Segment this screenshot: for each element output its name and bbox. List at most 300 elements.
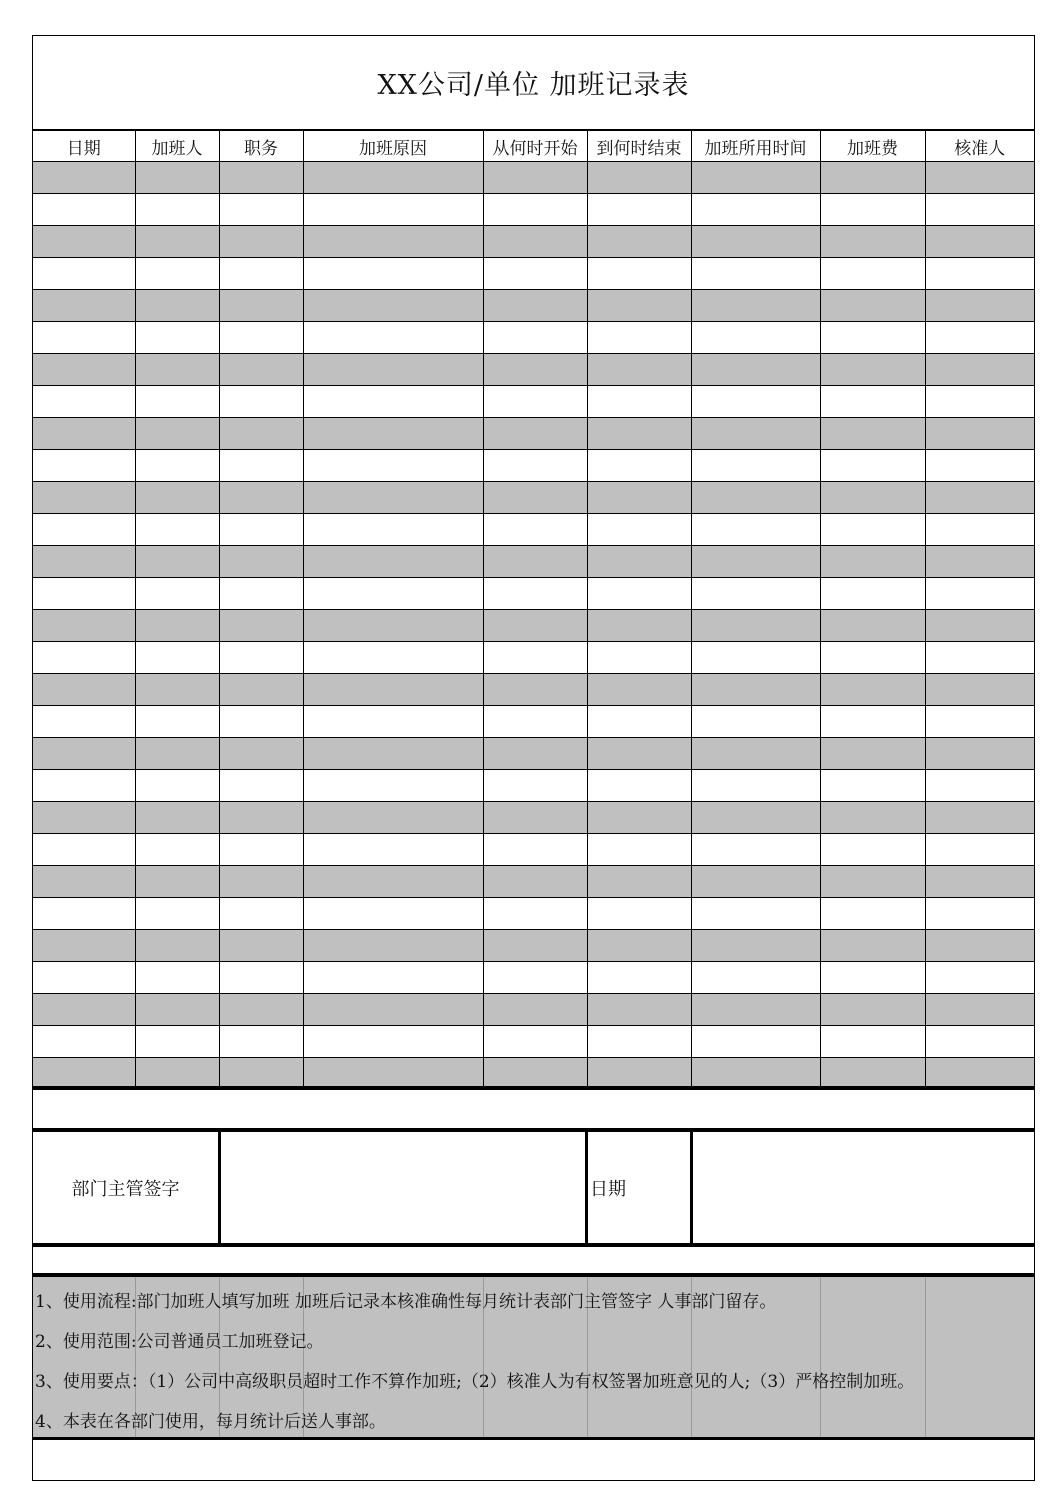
cell-position[interactable] (219, 706, 303, 738)
cell-approver[interactable] (925, 354, 1034, 386)
cell-reason[interactable] (303, 962, 483, 994)
cell-end-time[interactable] (587, 610, 691, 642)
cell-end-time[interactable] (587, 514, 691, 546)
cell-duration[interactable] (691, 354, 820, 386)
table-row (33, 930, 1034, 962)
cell-worker[interactable] (135, 354, 219, 386)
cell-start-time[interactable] (483, 610, 587, 642)
cell-date[interactable] (33, 610, 135, 642)
cell-start-time[interactable] (483, 258, 587, 290)
cell-date[interactable] (33, 226, 135, 258)
overtime-form (32, 35, 1035, 1481)
cell-start-time[interactable] (483, 386, 587, 418)
cell-pay[interactable] (820, 322, 925, 354)
cell-start-time[interactable] (483, 354, 587, 386)
table-row (33, 898, 1034, 930)
cell-start-time[interactable] (483, 994, 587, 1026)
cell-worker[interactable] (135, 1026, 219, 1058)
cell-pay[interactable] (820, 834, 925, 866)
cell-pay[interactable] (820, 418, 925, 450)
cell-approver[interactable] (925, 674, 1034, 706)
cell-pay[interactable] (820, 578, 925, 610)
cell-position[interactable] (219, 930, 303, 962)
cell-start-time[interactable] (483, 546, 587, 578)
cell-approver[interactable] (925, 642, 1034, 674)
cell-worker[interactable] (135, 546, 219, 578)
cell-date[interactable] (33, 674, 135, 706)
cell-date[interactable] (33, 770, 135, 802)
cell-start-time[interactable] (483, 194, 587, 226)
cell-date[interactable] (33, 290, 135, 322)
cell-start-time[interactable] (483, 162, 587, 194)
cell-position[interactable] (219, 514, 303, 546)
cell-reason[interactable] (303, 578, 483, 610)
cell-position[interactable] (219, 1026, 303, 1058)
cell-reason[interactable] (303, 866, 483, 898)
cell-pay[interactable] (820, 450, 925, 482)
cell-pay[interactable] (820, 930, 925, 962)
table-row (33, 706, 1034, 738)
cell-reason[interactable] (303, 642, 483, 674)
cell-end-time[interactable] (587, 1058, 691, 1090)
cell-end-time[interactable] (587, 834, 691, 866)
cell-position[interactable] (219, 1058, 303, 1090)
cell-position[interactable] (219, 994, 303, 1026)
cell-approver[interactable] (925, 482, 1034, 514)
cell-worker[interactable] (135, 994, 219, 1026)
header-end-time: 到何时结束 (587, 131, 691, 162)
signature-row (33, 1132, 1034, 1243)
table-row (33, 546, 1034, 578)
cell-date[interactable] (33, 898, 135, 930)
cell-end-time[interactable] (587, 578, 691, 610)
cell-duration[interactable] (691, 482, 820, 514)
cell-position[interactable] (219, 578, 303, 610)
usage-notes (33, 1277, 1034, 1437)
cell-end-time[interactable] (587, 162, 691, 194)
cell-date[interactable] (33, 354, 135, 386)
cell-pay[interactable] (820, 1026, 925, 1058)
cell-reason[interactable] (303, 770, 483, 802)
cell-reason[interactable] (303, 226, 483, 258)
cell-date[interactable] (33, 642, 135, 674)
cell-position[interactable] (219, 802, 303, 834)
note-item: 1、使用流程:部门加班人填写加班 加班后记录本核准确性每月统计表部门主管签字 人事部门留存。 (35, 1292, 777, 1312)
cell-duration[interactable] (691, 930, 820, 962)
cell-duration[interactable] (691, 962, 820, 994)
cell-date[interactable] (33, 258, 135, 290)
cell-approver[interactable] (925, 802, 1034, 834)
header-start-time: 从何时开始 (483, 131, 587, 162)
cell-pay[interactable] (820, 642, 925, 674)
cell-date[interactable] (33, 578, 135, 610)
cell-duration[interactable] (691, 162, 820, 194)
cell-start-time[interactable] (483, 962, 587, 994)
cell-date[interactable] (33, 482, 135, 514)
cell-approver[interactable] (925, 386, 1034, 418)
cell-position[interactable] (219, 418, 303, 450)
cell-approver[interactable] (925, 962, 1034, 994)
cell-worker[interactable] (135, 610, 219, 642)
table-row (33, 514, 1034, 546)
cell-pay[interactable] (820, 866, 925, 898)
table-row (33, 866, 1034, 898)
sign-date-field[interactable] (693, 1132, 1033, 1243)
cell-end-time[interactable] (587, 450, 691, 482)
cell-start-time[interactable] (483, 578, 587, 610)
cell-worker[interactable] (135, 1058, 219, 1090)
cell-worker[interactable] (135, 898, 219, 930)
cell-reason[interactable] (303, 354, 483, 386)
cell-date[interactable] (33, 834, 135, 866)
table-row (33, 834, 1034, 866)
cell-duration[interactable] (691, 546, 820, 578)
cell-end-time[interactable] (587, 994, 691, 1026)
note-item: 3、使用要点：（1）公司中高级职员超时工作不算作加班;（2）核准人为有权签署加班意见的人;（3）严格控制加班。 (35, 1372, 915, 1392)
cell-date[interactable] (33, 1058, 135, 1090)
cell-pay[interactable] (820, 674, 925, 706)
cell-position[interactable] (219, 866, 303, 898)
cell-worker[interactable] (135, 930, 219, 962)
cell-position[interactable] (219, 610, 303, 642)
cell-pay[interactable] (820, 1058, 925, 1090)
cell-reason[interactable] (303, 514, 483, 546)
cell-approver[interactable] (925, 1058, 1034, 1090)
cell-pay[interactable] (820, 770, 925, 802)
cell-pay[interactable] (820, 706, 925, 738)
cell-pay[interactable] (820, 290, 925, 322)
cell-end-time[interactable] (587, 866, 691, 898)
overtime-table (33, 130, 1034, 1090)
cell-worker[interactable] (135, 866, 219, 898)
cell-position[interactable] (219, 770, 303, 802)
header-approver: 核准人 (925, 131, 1034, 162)
cell-end-time[interactable] (587, 386, 691, 418)
cell-approver[interactable] (925, 514, 1034, 546)
cell-duration[interactable] (691, 450, 820, 482)
cell-approver[interactable] (925, 290, 1034, 322)
cell-worker[interactable] (135, 738, 219, 770)
cell-approver[interactable] (925, 418, 1034, 450)
cell-date[interactable] (33, 802, 135, 834)
cell-duration[interactable] (691, 834, 820, 866)
table-row (33, 578, 1034, 610)
cell-duration[interactable] (691, 802, 820, 834)
cell-duration[interactable] (691, 386, 820, 418)
cell-worker[interactable] (135, 834, 219, 866)
cell-reason[interactable] (303, 322, 483, 354)
cell-approver[interactable] (925, 578, 1034, 610)
cell-end-time[interactable] (587, 290, 691, 322)
cell-end-time[interactable] (587, 354, 691, 386)
cell-approver[interactable] (925, 834, 1034, 866)
cell-start-time[interactable] (483, 834, 587, 866)
cell-date[interactable] (33, 994, 135, 1026)
cell-approver[interactable] (925, 898, 1034, 930)
cell-duration[interactable] (691, 1026, 820, 1058)
cell-end-time[interactable] (587, 802, 691, 834)
cell-position[interactable] (219, 546, 303, 578)
cell-start-time[interactable] (483, 674, 587, 706)
cell-date[interactable] (33, 322, 135, 354)
cell-approver[interactable] (925, 994, 1034, 1026)
table-row (33, 994, 1034, 1026)
cell-duration[interactable] (691, 418, 820, 450)
cell-pay[interactable] (820, 994, 925, 1026)
cell-date[interactable] (33, 962, 135, 994)
cell-approver[interactable] (925, 866, 1034, 898)
cell-reason[interactable] (303, 418, 483, 450)
cell-duration[interactable] (691, 226, 820, 258)
cell-end-time[interactable] (587, 930, 691, 962)
cell-date[interactable] (33, 194, 135, 226)
cell-duration[interactable] (691, 770, 820, 802)
cell-approver[interactable] (925, 610, 1034, 642)
cell-worker[interactable] (135, 578, 219, 610)
cell-reason[interactable] (303, 482, 483, 514)
cell-start-time[interactable] (483, 738, 587, 770)
cell-duration[interactable] (691, 610, 820, 642)
cell-end-time[interactable] (587, 642, 691, 674)
cell-position[interactable] (219, 834, 303, 866)
cell-date[interactable] (33, 930, 135, 962)
cell-start-time[interactable] (483, 930, 587, 962)
cell-start-time[interactable] (483, 770, 587, 802)
cell-worker[interactable] (135, 322, 219, 354)
cell-reason[interactable] (303, 1026, 483, 1058)
note-item: 2、使用范围:公司普通员工加班登记。 (35, 1332, 324, 1352)
cell-pay[interactable] (820, 226, 925, 258)
table-row (33, 770, 1034, 802)
table-row (33, 290, 1034, 322)
cell-worker[interactable] (135, 706, 219, 738)
cell-end-time[interactable] (587, 418, 691, 450)
cell-reason[interactable] (303, 450, 483, 482)
table-row (33, 322, 1034, 354)
table-row (33, 194, 1034, 226)
cell-worker[interactable] (135, 962, 219, 994)
cell-date[interactable] (33, 706, 135, 738)
cell-end-time[interactable] (587, 482, 691, 514)
cell-start-time[interactable] (483, 226, 587, 258)
cell-pay[interactable] (820, 194, 925, 226)
cell-worker[interactable] (135, 642, 219, 674)
cell-duration[interactable] (691, 258, 820, 290)
cell-start-time[interactable] (483, 1058, 587, 1090)
cell-position[interactable] (219, 226, 303, 258)
cell-start-time[interactable] (483, 322, 587, 354)
cell-end-time[interactable] (587, 898, 691, 930)
cell-reason[interactable] (303, 610, 483, 642)
cell-approver[interactable] (925, 322, 1034, 354)
cell-position[interactable] (219, 642, 303, 674)
cell-duration[interactable] (691, 1058, 820, 1090)
cell-worker[interactable] (135, 802, 219, 834)
cell-duration[interactable] (691, 578, 820, 610)
cell-pay[interactable] (820, 546, 925, 578)
cell-position[interactable] (219, 322, 303, 354)
cell-reason[interactable] (303, 258, 483, 290)
cell-date[interactable] (33, 738, 135, 770)
cell-pay[interactable] (820, 354, 925, 386)
cell-worker[interactable] (135, 386, 219, 418)
cell-worker[interactable] (135, 770, 219, 802)
header-pay: 加班费 (820, 131, 925, 162)
cell-worker[interactable] (135, 162, 219, 194)
cell-duration[interactable] (691, 738, 820, 770)
blank-row (33, 1247, 1034, 1273)
cell-reason[interactable] (303, 1058, 483, 1090)
form-title: XX公司/单位 加班记录表 (33, 36, 1034, 130)
divider (585, 1132, 588, 1243)
table-row (33, 674, 1034, 706)
cell-pay[interactable] (820, 258, 925, 290)
cell-duration[interactable] (691, 706, 820, 738)
cell-reason[interactable] (303, 674, 483, 706)
cell-worker[interactable] (135, 258, 219, 290)
cell-worker[interactable] (135, 450, 219, 482)
cell-end-time[interactable] (587, 258, 691, 290)
cell-reason[interactable] (303, 834, 483, 866)
cell-start-time[interactable] (483, 802, 587, 834)
cell-pay[interactable] (820, 514, 925, 546)
cell-reason[interactable] (303, 194, 483, 226)
cell-reason[interactable] (303, 738, 483, 770)
cell-end-time[interactable] (587, 226, 691, 258)
cell-end-time[interactable] (587, 194, 691, 226)
cell-position[interactable] (219, 962, 303, 994)
cell-duration[interactable] (691, 898, 820, 930)
cell-worker[interactable] (135, 194, 219, 226)
cell-approver[interactable] (925, 930, 1034, 962)
cell-start-time[interactable] (483, 642, 587, 674)
cell-reason[interactable] (303, 546, 483, 578)
cell-duration[interactable] (691, 290, 820, 322)
cell-position[interactable] (219, 482, 303, 514)
cell-start-time[interactable] (483, 866, 587, 898)
cell-worker[interactable] (135, 226, 219, 258)
cell-end-time[interactable] (587, 322, 691, 354)
table-row (33, 386, 1034, 418)
cell-date[interactable] (33, 162, 135, 194)
cell-reason[interactable] (303, 290, 483, 322)
table-row (33, 482, 1034, 514)
cell-approver[interactable] (925, 546, 1034, 578)
cell-end-time[interactable] (587, 962, 691, 994)
cell-position[interactable] (219, 386, 303, 418)
cell-duration[interactable] (691, 322, 820, 354)
cell-start-time[interactable] (483, 290, 587, 322)
cell-position[interactable] (219, 290, 303, 322)
table-row (33, 354, 1034, 386)
dept-supervisor-signature-field[interactable] (221, 1132, 585, 1243)
cell-position[interactable] (219, 450, 303, 482)
cell-reason[interactable] (303, 994, 483, 1026)
cell-start-time[interactable] (483, 450, 587, 482)
header-worker: 加班人 (135, 131, 219, 162)
cell-start-time[interactable] (483, 898, 587, 930)
header-date: 日期 (33, 131, 135, 162)
cell-start-time[interactable] (483, 1026, 587, 1058)
table-row (33, 802, 1034, 834)
cell-reason[interactable] (303, 386, 483, 418)
cell-start-time[interactable] (483, 514, 587, 546)
cell-reason[interactable] (303, 930, 483, 962)
cell-pay[interactable] (820, 738, 925, 770)
cell-end-time[interactable] (587, 674, 691, 706)
table-row (33, 418, 1034, 450)
cell-approver[interactable] (925, 738, 1034, 770)
cell-position[interactable] (219, 258, 303, 290)
cell-worker[interactable] (135, 418, 219, 450)
cell-approver[interactable] (925, 226, 1034, 258)
cell-approver[interactable] (925, 450, 1034, 482)
cell-pay[interactable] (820, 962, 925, 994)
cell-date[interactable] (33, 546, 135, 578)
header-position: 职务 (219, 131, 303, 162)
cell-approver[interactable] (925, 258, 1034, 290)
cell-date[interactable] (33, 866, 135, 898)
cell-worker[interactable] (135, 482, 219, 514)
cell-date[interactable] (33, 450, 135, 482)
cell-date[interactable] (33, 386, 135, 418)
cell-worker[interactable] (135, 514, 219, 546)
cell-pay[interactable] (820, 802, 925, 834)
cell-position[interactable] (219, 674, 303, 706)
cell-duration[interactable] (691, 866, 820, 898)
cell-pay[interactable] (820, 610, 925, 642)
cell-start-time[interactable] (483, 706, 587, 738)
cell-position[interactable] (219, 194, 303, 226)
cell-end-time[interactable] (587, 1026, 691, 1058)
cell-approver[interactable] (925, 1026, 1034, 1058)
cell-end-time[interactable] (587, 546, 691, 578)
cell-duration[interactable] (691, 194, 820, 226)
cell-date[interactable] (33, 514, 135, 546)
cell-approver[interactable] (925, 770, 1034, 802)
cell-duration[interactable] (691, 674, 820, 706)
cell-date[interactable] (33, 418, 135, 450)
cell-position[interactable] (219, 898, 303, 930)
cell-approver[interactable] (925, 706, 1034, 738)
cell-start-time[interactable] (483, 482, 587, 514)
cell-pay[interactable] (820, 162, 925, 194)
cell-position[interactable] (219, 738, 303, 770)
cell-end-time[interactable] (587, 706, 691, 738)
cell-position[interactable] (219, 354, 303, 386)
cell-end-time[interactable] (587, 770, 691, 802)
table-row (33, 226, 1034, 258)
cell-approver[interactable] (925, 162, 1034, 194)
cell-start-time[interactable] (483, 418, 587, 450)
cell-reason[interactable] (303, 706, 483, 738)
cell-reason[interactable] (303, 898, 483, 930)
cell-reason[interactable] (303, 802, 483, 834)
cell-date[interactable] (33, 1026, 135, 1058)
cell-approver[interactable] (925, 194, 1034, 226)
cell-pay[interactable] (820, 482, 925, 514)
cell-duration[interactable] (691, 642, 820, 674)
cell-worker[interactable] (135, 290, 219, 322)
cell-duration[interactable] (691, 994, 820, 1026)
cell-pay[interactable] (820, 386, 925, 418)
cell-worker[interactable] (135, 674, 219, 706)
cell-duration[interactable] (691, 514, 820, 546)
cell-end-time[interactable] (587, 738, 691, 770)
cell-reason[interactable] (303, 162, 483, 194)
cell-position[interactable] (219, 162, 303, 194)
cell-pay[interactable] (820, 898, 925, 930)
